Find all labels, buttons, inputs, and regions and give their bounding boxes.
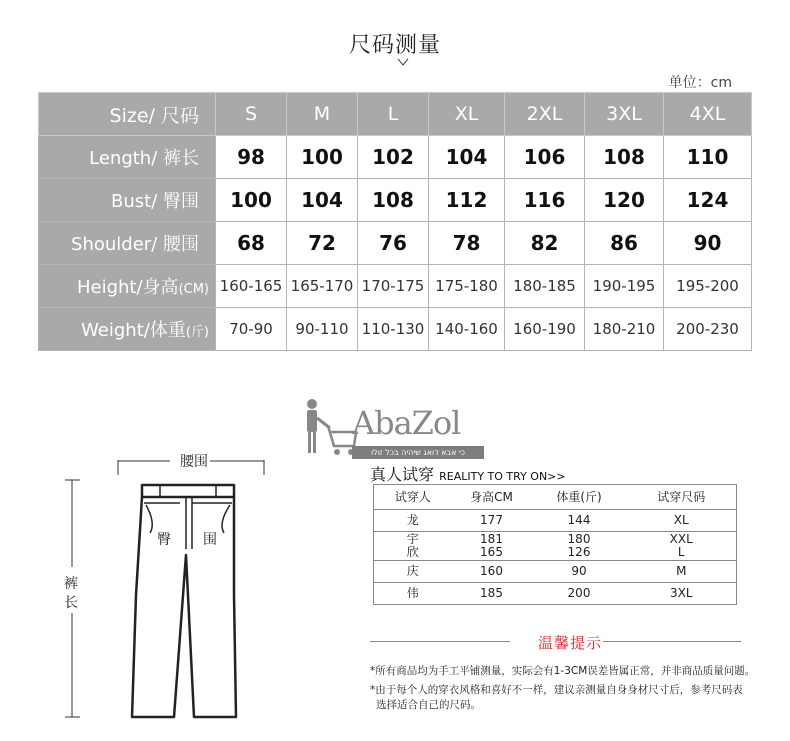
- table-cell: 124: [664, 179, 752, 222]
- size-label: M: [287, 93, 358, 136]
- tryon-header: 试穿尺码: [627, 485, 737, 510]
- table-row: [374, 561, 737, 583]
- tryon-height: 165: [480, 545, 503, 559]
- tryon-person: 龙: [374, 510, 452, 532]
- size-label: 2XL: [505, 93, 585, 136]
- bust-row: [39, 179, 752, 222]
- tryon-header: 试穿人: [374, 485, 452, 510]
- tryon-weight: 144: [532, 510, 627, 532]
- tryon-weight: 126: [567, 545, 591, 559]
- row-label-text: Height/身高: [76, 277, 179, 298]
- tryon-cell: [532, 532, 627, 561]
- row-label: Shoulder/ 腰围: [39, 222, 216, 265]
- table-cell: 98: [216, 136, 287, 179]
- tryon-person: 庆: [374, 561, 452, 583]
- table-cell: 72: [287, 222, 358, 265]
- size-label: S: [216, 93, 287, 136]
- table-cell: 100: [216, 179, 287, 222]
- tryon-height: 177: [452, 510, 532, 532]
- size-chart-table: [38, 92, 752, 351]
- tryon-height: 185: [480, 586, 503, 600]
- row-label: [39, 308, 216, 351]
- size-header-row: [39, 93, 752, 136]
- table-cell: 108: [585, 136, 664, 179]
- tryon-table: [373, 484, 737, 605]
- table-cell: 160-190: [505, 308, 585, 351]
- tryon-header: 身高CM: [452, 485, 532, 510]
- table-cell: 104: [287, 179, 358, 222]
- table-cell: 104: [429, 136, 505, 179]
- row-label: Length/ 裤长: [39, 136, 216, 179]
- tryon-size: XXL: [669, 532, 693, 546]
- page-title: 尺码测量: [348, 33, 441, 58]
- size-header-label: Size/ 尺码: [39, 93, 216, 136]
- table-cell: 90-110: [287, 308, 358, 351]
- tryon-header-row: [374, 485, 737, 510]
- tryon-size: 3XL: [669, 586, 693, 600]
- table-cell: 170-175: [358, 265, 429, 308]
- size-label: XL: [429, 93, 505, 136]
- table-cell: 200-230: [664, 308, 752, 351]
- row-label: [39, 265, 216, 308]
- tryon-cell: [627, 532, 737, 561]
- tryon-weight: 200: [567, 586, 591, 600]
- tryon-title-en: REALITY TO TRY ON>>: [439, 470, 566, 483]
- size-label: 4XL: [664, 93, 752, 136]
- table-cell: 175-180: [429, 265, 505, 308]
- size-label: L: [358, 93, 429, 136]
- tryon-person: 欣: [406, 545, 419, 559]
- tryon-header: 体重(斤): [532, 485, 627, 510]
- table-cell: 82: [505, 222, 585, 265]
- hip-label-right: 围: [203, 532, 217, 548]
- length-label-bottom: 长: [64, 595, 78, 611]
- table-cell: 180-185: [505, 265, 585, 308]
- row-label: Bust/ 臀围: [39, 179, 216, 222]
- table-cell: 112: [429, 179, 505, 222]
- length-label-top: 裤: [64, 576, 78, 592]
- tryon-cell: [374, 532, 452, 561]
- table-cell: 116: [505, 179, 585, 222]
- table-cell: 76: [358, 222, 429, 265]
- table-cell: 86: [585, 222, 664, 265]
- table-cell: 106: [505, 136, 585, 179]
- row-label-text: Weight/体重: [81, 320, 186, 341]
- tryon-weight: 90: [532, 561, 627, 583]
- row-label-unit: (斤): [185, 325, 209, 340]
- length-row: [39, 136, 752, 179]
- tryon-height: 160: [452, 561, 532, 583]
- table-cell: 78: [429, 222, 505, 265]
- tryon-size: M: [627, 561, 737, 583]
- tips-note: 选择适合自己的尺码。: [376, 699, 481, 711]
- chevron-down-icon: [397, 56, 409, 68]
- height-row: [39, 265, 752, 308]
- tryon-person: 宇: [406, 532, 419, 546]
- brand-tagline: כי אבא דואג שיהיה בכל זולו: [352, 446, 484, 459]
- tryon-cell: [452, 532, 532, 561]
- table-row: [374, 532, 737, 561]
- tryon-person: 伟: [406, 586, 419, 600]
- hip-label-left: 臀: [157, 532, 171, 548]
- tips-note: *所有商品均为手工平铺测量，实际会有1-3CM误差皆属正常，并非商品质量问题。: [370, 665, 756, 677]
- waist-label: 腰围: [180, 454, 208, 470]
- size-label: 3XL: [585, 93, 664, 136]
- table-cell: 120: [585, 179, 664, 222]
- table-row: [374, 583, 737, 605]
- tryon-size: L: [677, 545, 685, 559]
- table-cell: 140-160: [429, 308, 505, 351]
- table-cell: 110: [664, 136, 752, 179]
- table-cell: 70-90: [216, 308, 287, 351]
- table-cell: 100: [287, 136, 358, 179]
- shoulder-row: [39, 222, 752, 265]
- table-cell: 108: [358, 179, 429, 222]
- tips-title: 温馨提示: [537, 634, 602, 652]
- table-cell: 160-165: [216, 265, 287, 308]
- tryon-height: 181: [480, 532, 503, 546]
- tips-note: *由于每个人的穿衣风格和喜好不一样，建议亲测量自身身材尺寸后，参考尺码表: [370, 684, 743, 696]
- unit-label: 单位：cm: [668, 75, 732, 91]
- table-row: [374, 510, 737, 532]
- table-cell: 102: [358, 136, 429, 179]
- tryon-title: [370, 462, 566, 485]
- tryon-title-cn: 真人试穿: [370, 465, 435, 484]
- table-cell: 68: [216, 222, 287, 265]
- table-cell: 90: [664, 222, 752, 265]
- row-label-unit: (CM): [178, 282, 209, 297]
- tryon-weight: 180: [567, 532, 591, 546]
- table-cell: 110-130: [358, 308, 429, 351]
- table-cell: 195-200: [664, 265, 752, 308]
- tryon-size: XL: [627, 510, 737, 532]
- weight-row: [39, 308, 752, 351]
- brand-logo-text: AbaZol: [352, 404, 461, 442]
- table-cell: 165-170: [287, 265, 358, 308]
- table-cell: 190-195: [585, 265, 664, 308]
- table-cell: 180-210: [585, 308, 664, 351]
- pants-diagram: [60, 445, 290, 725]
